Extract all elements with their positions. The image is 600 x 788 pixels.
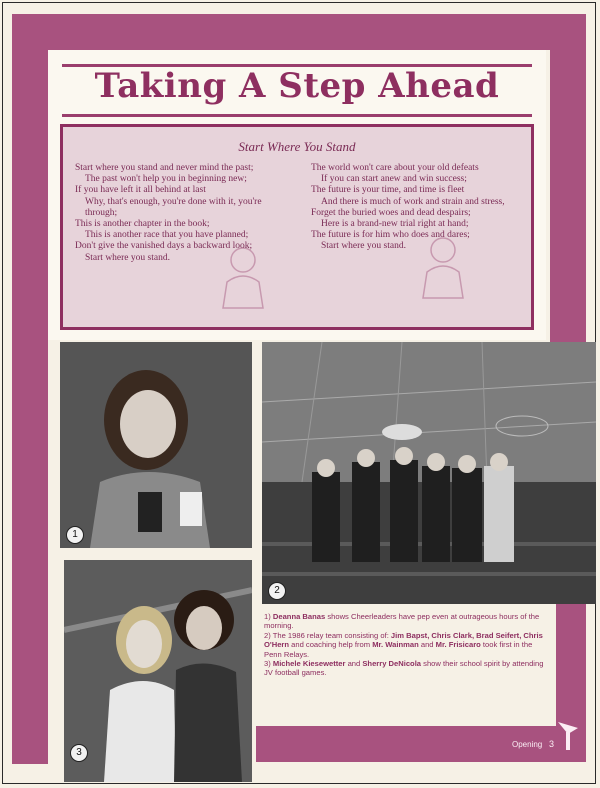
caption-text: 1) <box>264 612 273 621</box>
caption-1 <box>264 612 544 631</box>
caption-text: took first in the Penn Relays. <box>264 640 533 659</box>
caption-name: Michele Kiesewetter <box>272 659 346 669</box>
page-title: Taking A Step Ahead <box>94 66 500 106</box>
photo-number-badge: 1 <box>66 526 84 544</box>
poem-line: And there is much of work and strain and stress, <box>321 196 505 207</box>
photo-captions <box>264 612 544 678</box>
poem-line: This is another chapter in the book; <box>75 219 210 230</box>
page-number: 3 <box>549 739 555 749</box>
poem-line: This is another race that you have planned; <box>85 230 249 241</box>
poem-line: through; <box>85 207 118 218</box>
poem-line: Forget the buried woes and dead despairs; <box>311 207 471 218</box>
accent-band-right <box>550 14 586 354</box>
poem-line: Start where you stand. <box>321 241 406 252</box>
caption-text: 2) The 1986 relay team consisting of: <box>264 630 391 640</box>
caption-2 <box>264 631 544 659</box>
poem-line: Don't give the vanished days a backward look; <box>75 241 253 252</box>
caption-name: Mr. Wainman <box>372 640 419 650</box>
poem-column-right <box>311 163 505 253</box>
accent-band-top <box>12 14 586 50</box>
mascot-logo-icon <box>554 718 582 752</box>
poem-line: If you have left it all behind at last <box>75 185 206 196</box>
poem-line: Start where you stand. <box>85 252 170 263</box>
poem-column-left <box>75 163 262 264</box>
poem-box <box>60 124 534 330</box>
poem-line: Why, that's enough, you're done with it, you're <box>85 196 262 207</box>
caption-name: Deanna Banas <box>272 612 326 621</box>
poem-line: The world won't care about your old defeats <box>311 163 479 173</box>
caption-text: and <box>418 640 436 650</box>
poem-line: The future is for him who does and dares; <box>311 230 470 241</box>
photo-two-students <box>64 560 252 782</box>
photo-number-badge: 3 <box>70 744 88 762</box>
photo-number-badge: 2 <box>268 582 286 600</box>
poem-line: If you can start anew and win success; <box>321 174 467 185</box>
caption-3 <box>264 659 544 678</box>
accent-band-left <box>12 14 48 764</box>
photo-cheerleader <box>60 342 252 548</box>
students-photo-illustration <box>64 560 252 782</box>
photo-relay-team <box>262 342 596 604</box>
poem-line: Here is a brand-new trial right at hand; <box>321 219 469 230</box>
poem-line: Start where you stand and never mind the past; <box>75 163 254 173</box>
relay-team-photo-illustration <box>262 342 596 604</box>
caption-name: Sherry DeNicola <box>362 659 422 669</box>
caption-text: and coaching help from <box>289 640 373 650</box>
cheerleader-photo-illustration <box>60 342 252 548</box>
caption-name: Mr. Frisicaro <box>435 640 481 650</box>
accent-band-bottom <box>256 726 556 762</box>
poem-line: The past won't help you in beginning new; <box>85 174 247 185</box>
caption-text: and <box>345 659 363 669</box>
poem-title: Start Where You Stand <box>238 139 356 154</box>
caption-text: shows Cheerleaders have pep even at outrageous hours of the morning. <box>264 612 540 631</box>
title-rule-bottom <box>62 114 532 117</box>
caption-name: Jim Bapst, Chris Clark, Brad Seifert, Chris O'Hern <box>264 630 543 650</box>
caption-text: 3) <box>264 659 273 669</box>
caption-text: show their school spirit by attending JV football games. <box>264 659 544 678</box>
poem-line: The future is your time, and time is fleet <box>311 185 465 196</box>
section-label: Opening <box>512 740 543 749</box>
